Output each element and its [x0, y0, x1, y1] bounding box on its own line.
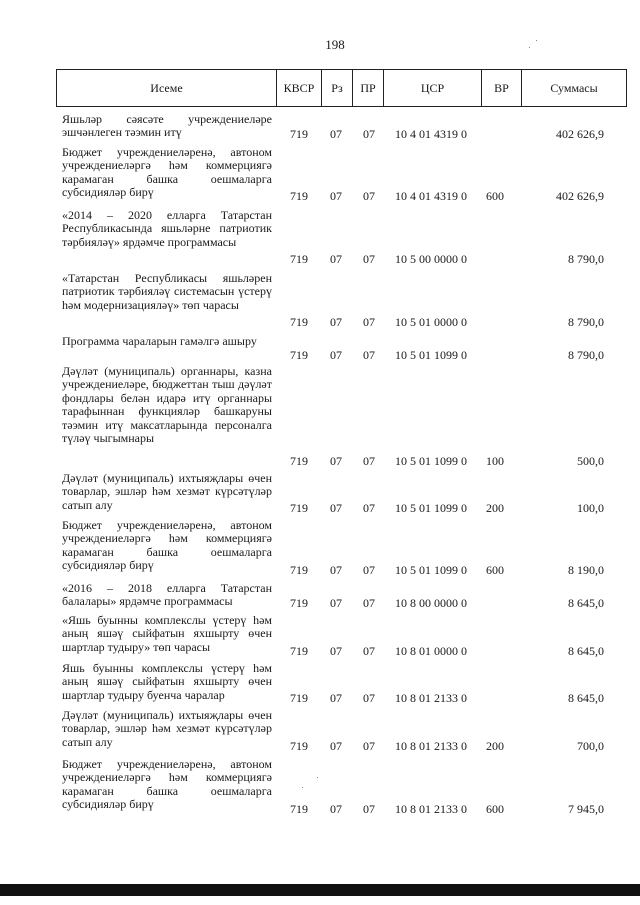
row-rz: 07: [330, 189, 342, 203]
row-rz: 07: [330, 348, 342, 362]
row-sum: 8 190,0: [568, 563, 604, 577]
row-sum: 8 790,0: [568, 315, 604, 329]
row-pr: 07: [363, 348, 375, 362]
row-kvsr: 719: [290, 127, 308, 141]
row-rz: 07: [330, 563, 342, 577]
scan-speck: [317, 777, 318, 778]
row-sum: 100,0: [577, 501, 604, 515]
row-name: «Яшь буынны комплекслы үстерү һәм аның яшәү сыйфатын яхшырту өчен шартлар тудыру» төп чарасы: [62, 613, 272, 654]
row-vr: 600: [486, 563, 504, 577]
page-number: 198: [325, 37, 345, 52]
row-csr: 10 5 01 1099 0: [395, 563, 467, 577]
scan-edge-bar: [0, 884, 640, 896]
row-csr: 10 4 01 4319 0: [395, 189, 467, 203]
row-csr: 10 5 01 0000 0: [395, 315, 467, 329]
col-header-rz: Рз: [322, 70, 353, 107]
col-header-kvsr: КВСР: [277, 70, 322, 107]
row-name: Бюджет учреждениеләренә, автоном учреждениеләргә һәм коммерциягә карамаган башка оешмаларга субсидияләр бирү: [62, 757, 272, 812]
row-pr: 07: [363, 644, 375, 658]
row-kvsr: 719: [290, 252, 308, 266]
row-kvsr: 719: [290, 739, 308, 753]
row-vr: 100: [486, 454, 504, 468]
row-rz: 07: [330, 596, 342, 610]
row-name: Программа чараларын гамәлгә ашыру: [62, 334, 257, 348]
row-pr: 07: [363, 189, 375, 203]
row-name: «Татарстан Республикасы яшьләрен патриотик тәрбияләү системасын үстерү һәм модернизацияләү» төп чарасы: [62, 271, 272, 312]
row-kvsr: 719: [290, 348, 308, 362]
row-rz: 07: [330, 127, 342, 141]
row-csr: 10 5 01 1099 0: [395, 454, 467, 468]
row-csr: 10 8 01 2133 0: [395, 802, 467, 816]
row-csr: 10 5 01 1099 0: [395, 348, 467, 362]
row-pr: 07: [363, 315, 375, 329]
col-header-vr: ВР: [482, 70, 522, 107]
row-pr: 07: [363, 802, 375, 816]
row-csr: 10 5 01 1099 0: [395, 501, 467, 515]
row-pr: 07: [363, 596, 375, 610]
row-sum: 402 626,9: [556, 189, 604, 203]
row-rz: 07: [330, 454, 342, 468]
row-sum: 8 645,0: [568, 596, 604, 610]
row-sum: 700,0: [577, 739, 604, 753]
row-rz: 07: [330, 739, 342, 753]
row-pr: 07: [363, 563, 375, 577]
row-vr: 600: [486, 802, 504, 816]
row-sum: 8 790,0: [568, 348, 604, 362]
row-name: Дәүләт (муниципаль) ихтыяҗлары өчен товарлар, эшләр һәм хезмәт күрсәтүләр сатып алу: [62, 471, 272, 512]
row-csr: 10 4 01 4319 0: [395, 127, 467, 141]
col-header-csr: ЦСР: [384, 70, 482, 107]
row-sum: 500,0: [577, 454, 604, 468]
row-csr: 10 8 01 2133 0: [395, 691, 467, 705]
row-kvsr: 719: [290, 644, 308, 658]
row-name: Бюджет учреждениеләренә, автоном учреждениеләргә һәм коммерциягә карамаган башка оешмаларга субсидияләр бирү: [62, 518, 272, 573]
row-name: Бюджет учреждениеләренә, автоном учреждениеләргә һәм коммерциягә карамаган башка оешмаларга субсидияләр бирү: [62, 145, 272, 200]
row-sum: 8 645,0: [568, 691, 604, 705]
col-header-pr: ПР: [353, 70, 384, 107]
row-pr: 07: [363, 501, 375, 515]
table-header: [56, 69, 627, 107]
col-header-sum: Суммасы: [522, 70, 627, 107]
row-kvsr: 719: [290, 563, 308, 577]
row-kvsr: 719: [290, 596, 308, 610]
row-name: «2014 – 2020 елларга Татарстан Республикасында яшьләрне патриотик тәрбияләү» ярдәмче программасы: [62, 208, 272, 249]
row-sum: 8 790,0: [568, 252, 604, 266]
row-name: Дәүләт (муниципаль) органнары, казна учреждениеләре, бюджеттан тыш дәүләт фондлары белән идарә итү органнары тарафыннан функцияләр башкаруны тәэмин итү максатларында персоналга түләү чыгымнары: [62, 364, 272, 446]
row-pr: 07: [363, 252, 375, 266]
row-sum: 402 626,9: [556, 127, 604, 141]
col-header-name: Исеме: [57, 70, 277, 107]
row-name: Яшь буынны комплекслы үстерү һәм аның яшәү сыйфатын яхшырту өчен шартлар тудыру буенча чаралар: [62, 661, 272, 702]
row-kvsr: 719: [290, 501, 308, 515]
row-kvsr: 719: [290, 691, 308, 705]
row-pr: 07: [363, 739, 375, 753]
row-sum: 7 945,0: [568, 802, 604, 816]
row-kvsr: 719: [290, 189, 308, 203]
row-kvsr: 719: [290, 802, 308, 816]
row-rz: 07: [330, 644, 342, 658]
row-rz: 07: [330, 252, 342, 266]
row-rz: 07: [330, 691, 342, 705]
row-csr: 10 8 01 0000 0: [395, 644, 467, 658]
row-sum: 8 645,0: [568, 644, 604, 658]
row-pr: 07: [363, 454, 375, 468]
row-vr: 600: [486, 189, 504, 203]
scan-speck: [302, 787, 303, 788]
scan-speck: [529, 47, 530, 48]
row-pr: 07: [363, 127, 375, 141]
row-name: Дәүләт (муниципаль) ихтыяҗлары өчен товарлар, эшләр һәм хезмәт күрсәтүләр сатып алу: [62, 708, 272, 749]
row-vr: 200: [486, 739, 504, 753]
row-csr: 10 8 01 2133 0: [395, 739, 467, 753]
row-kvsr: 719: [290, 454, 308, 468]
row-rz: 07: [330, 802, 342, 816]
row-rz: 07: [330, 501, 342, 515]
row-name: «2016 – 2018 елларга Татарстан балалары» ярдәмче программасы: [62, 581, 272, 609]
row-pr: 07: [363, 691, 375, 705]
scan-speck: [536, 40, 537, 41]
row-csr: 10 8 00 0000 0: [395, 596, 467, 610]
row-csr: 10 5 00 0000 0: [395, 252, 467, 266]
row-kvsr: 719: [290, 315, 308, 329]
row-name: Яшьләр сәясәте учреждениеләре эшчәнлеген тәэмин итү: [62, 112, 272, 140]
row-vr: 200: [486, 501, 504, 515]
row-rz: 07: [330, 315, 342, 329]
